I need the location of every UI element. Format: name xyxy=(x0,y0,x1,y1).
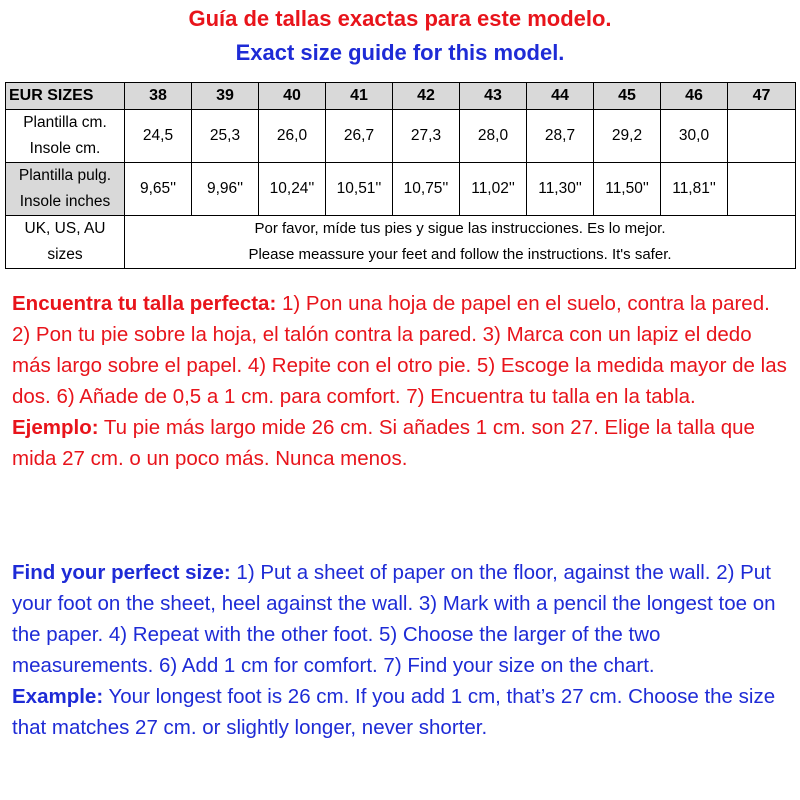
insole-inches-cell: 10,24'' xyxy=(259,163,326,216)
insole-cm-cell: 24,5 xyxy=(125,110,192,163)
size-header-row xyxy=(6,83,796,110)
measure-note-es: Por favor, míde tus pies y sigue las instrucciones. Es lo mejor. xyxy=(254,220,666,237)
insole-cm-cell: 28,0 xyxy=(460,110,527,163)
insole-inches-cell: 11,30'' xyxy=(527,163,594,216)
size-cell: 42 xyxy=(393,83,460,110)
instructions-es-paragraph xyxy=(12,288,792,412)
insole-inches-cell xyxy=(728,163,796,216)
title-english: Exact size guide for this model. xyxy=(235,40,565,65)
insole-inches-label xyxy=(6,163,125,216)
size-cell: 40 xyxy=(259,83,326,110)
size-table xyxy=(5,82,796,269)
insole-cm-cell: 26,0 xyxy=(259,110,326,163)
title-spanish: Guía de tallas exactas para este modelo. xyxy=(188,6,612,31)
uk-us-au-row xyxy=(6,216,796,269)
example-en-heading: Example: xyxy=(12,685,104,708)
insole-inches-label-es: Plantilla pulg. xyxy=(18,167,112,184)
insole-cm-cell: 30,0 xyxy=(661,110,728,163)
insole-cm-cell: 25,3 xyxy=(192,110,259,163)
instructions-english xyxy=(12,557,792,743)
measure-note xyxy=(125,216,796,269)
insole-inches-cell: 11,50'' xyxy=(594,163,661,216)
size-cell: 38 xyxy=(125,83,192,110)
insole-inches-cell: 11,02'' xyxy=(460,163,527,216)
instructions-en-body: 1) Put a sheet of paper on the floor, against the wall. 2) Put your foot on the sheet, heel against the wall. 3) Mark with a pencil the longest toe on the paper. 4) Repeat with the other foot. 5) Choose the larger of the two measurements. 6) Add 1 cm for comfort. 7) Find your size on the chart. xyxy=(12,561,776,677)
instructions-en-heading: Find your perfect size: xyxy=(12,561,231,584)
size-cell: 43 xyxy=(460,83,527,110)
insole-cm-cell: 28,7 xyxy=(527,110,594,163)
insole-cm-cell: 26,7 xyxy=(326,110,393,163)
instructions-en-paragraph xyxy=(12,557,792,681)
example-en-body: Your longest foot is 26 cm. If you add 1 cm, that’s 27 cm. Choose the size that matches 27 cm. or slightly longer, never shorter. xyxy=(12,685,776,739)
insole-cm-cell: 29,2 xyxy=(594,110,661,163)
uk-us-au-label-line2: sizes xyxy=(47,246,83,263)
example-en-paragraph xyxy=(12,681,792,743)
example-es-heading: Ejemplo: xyxy=(12,416,99,439)
insole-cm-label-es: Plantilla cm. xyxy=(23,114,107,131)
instructions-spanish xyxy=(12,288,792,474)
uk-us-au-label xyxy=(6,216,125,269)
insole-inches-cell: 10,51'' xyxy=(326,163,393,216)
size-cell: 47 xyxy=(728,83,796,110)
insole-cm-cell xyxy=(728,110,796,163)
insole-inches-label-en: Insole inches xyxy=(19,193,111,210)
example-es-body: Tu pie más largo mide 26 cm. Si añades 1 cm. son 27. Elige la talla que mida 27 cm. o un poco más. Nunca menos. xyxy=(12,416,755,470)
insole-inches-row xyxy=(6,163,796,216)
size-cell: 46 xyxy=(661,83,728,110)
insole-cm-row xyxy=(6,110,796,163)
header-label: EUR SIZES xyxy=(6,83,125,110)
example-es-paragraph xyxy=(12,412,792,474)
insole-cm-label xyxy=(6,110,125,163)
instructions-es-heading: Encuentra tu talla perfecta: xyxy=(12,292,277,315)
size-cell: 39 xyxy=(192,83,259,110)
size-cell: 44 xyxy=(527,83,594,110)
insole-inches-cell: 9,96'' xyxy=(192,163,259,216)
insole-cm-cell: 27,3 xyxy=(393,110,460,163)
insole-cm-label-en: Insole cm. xyxy=(29,140,101,157)
measure-note-en: Please meassure your feet and follow the instructions. It's safer. xyxy=(248,246,672,263)
insole-inches-cell: 11,81'' xyxy=(661,163,728,216)
size-cell: 41 xyxy=(326,83,393,110)
insole-inches-cell: 10,75'' xyxy=(393,163,460,216)
insole-inches-cell: 9,65'' xyxy=(125,163,192,216)
size-cell: 45 xyxy=(594,83,661,110)
instructions-es-body: 1) Pon una hoja de papel en el suelo, contra la pared. 2) Pon tu pie sobre la hoja, el talón contra la pared. 3) Marca con un lapiz el dedo más largo sobre el papel. 4) Repite con el otro pie. 5) Escoge la medida mayor de las dos. 6) Añade de 0,5 a 1 cm. para comfort. 7) Encuentra tu talla en la tabla. xyxy=(12,292,787,408)
uk-us-au-label-line1: UK, US, AU xyxy=(24,220,106,237)
